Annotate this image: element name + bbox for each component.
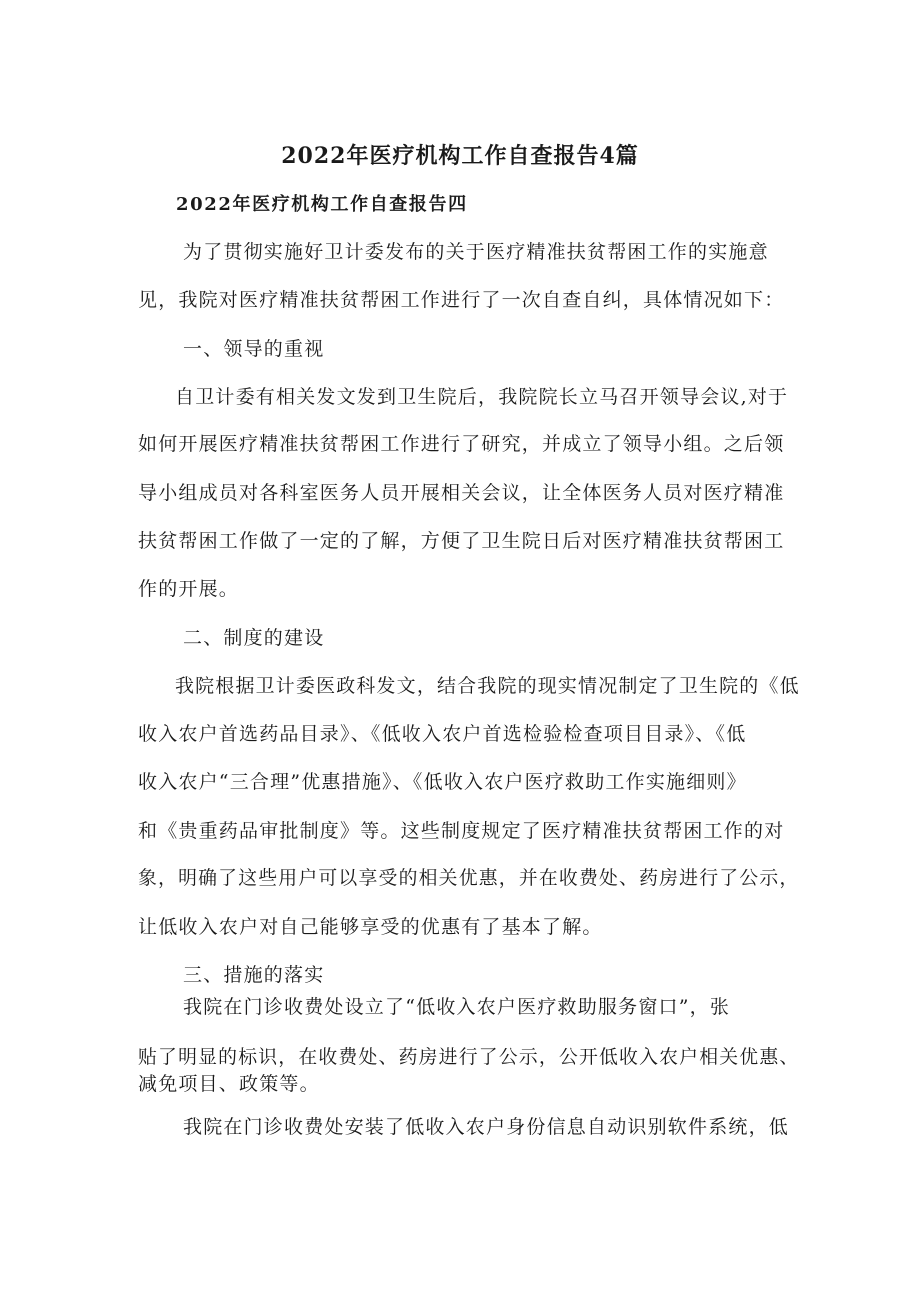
paragraph-line: 减免项目、政策等。	[138, 1073, 320, 1095]
paragraph-line: 自卫计委有相关发文发到卫生院后，我院院长立马召开领导会议,对于	[175, 386, 789, 408]
paragraph-line: 我院在门诊收费处设立了“低收入农户医疗救助服务窗口”，张	[183, 996, 731, 1018]
section-heading: 一、领导的重视	[183, 338, 325, 360]
paragraph-line: 象，明确了这些用户可以享受的相关优惠，并在收费处、药房进行了公示，	[138, 868, 800, 889]
section-heading: 三、措施的落实	[183, 964, 325, 986]
section-subtitle: 2022年医疗机构工作自查报告四	[176, 194, 468, 215]
paragraph-line: 作的开展。	[138, 578, 240, 600]
paragraph-line: 让低收入农户对自己能够享受的优惠有了基本了解。	[138, 916, 603, 938]
paragraph-line: 和《贵重药品审批制度》等。这些制度规定了医疗精准扶贫帮困工作的对	[138, 820, 785, 842]
section-heading: 二、制度的建设	[183, 627, 325, 649]
paragraph-line: 收入农户“三合理”优惠措施》、《低收入农户医疗救助工作实施细则》	[138, 771, 747, 793]
paragraph-line: 收入农户首选药品目录》、《低收入农户首选检验检查项目目录》、《低	[138, 723, 747, 745]
paragraph-line: 我院根据卫计委医政科发文，结合我院的现实情况制定了卫生院的《低	[175, 675, 800, 697]
document-title: 2022年医疗机构工作自查报告4篇	[281, 143, 639, 169]
paragraph-line: 如何开展医疗精准扶贫帮困工作进行了研究，并成立了领导小组。之后领	[138, 433, 785, 455]
paragraph-line: 为了贯彻实施好卫计委发布的关于医疗精准扶贫帮困工作的实施意	[183, 241, 769, 263]
paragraph-line: 扶贫帮困工作做了一定的了解，方便了卫生院日后对医疗精准扶贫帮困工	[138, 530, 785, 552]
paragraph-line: 贴了明显的标识，在收费处、药房进行了公示，公开低收入农户相关优惠、	[138, 1047, 800, 1068]
paragraph-line: 见，我院对医疗精准扶贫帮困工作进行了一次自查自纠，具体情况如下：	[138, 289, 785, 311]
paragraph-line: 我院在门诊收费处安装了低收入农户身份信息自动识别软件系统，低	[183, 1116, 790, 1138]
paragraph-line: 导小组成员对各科室医务人员开展相关会议，让全体医务人员对医疗精准	[138, 482, 785, 504]
